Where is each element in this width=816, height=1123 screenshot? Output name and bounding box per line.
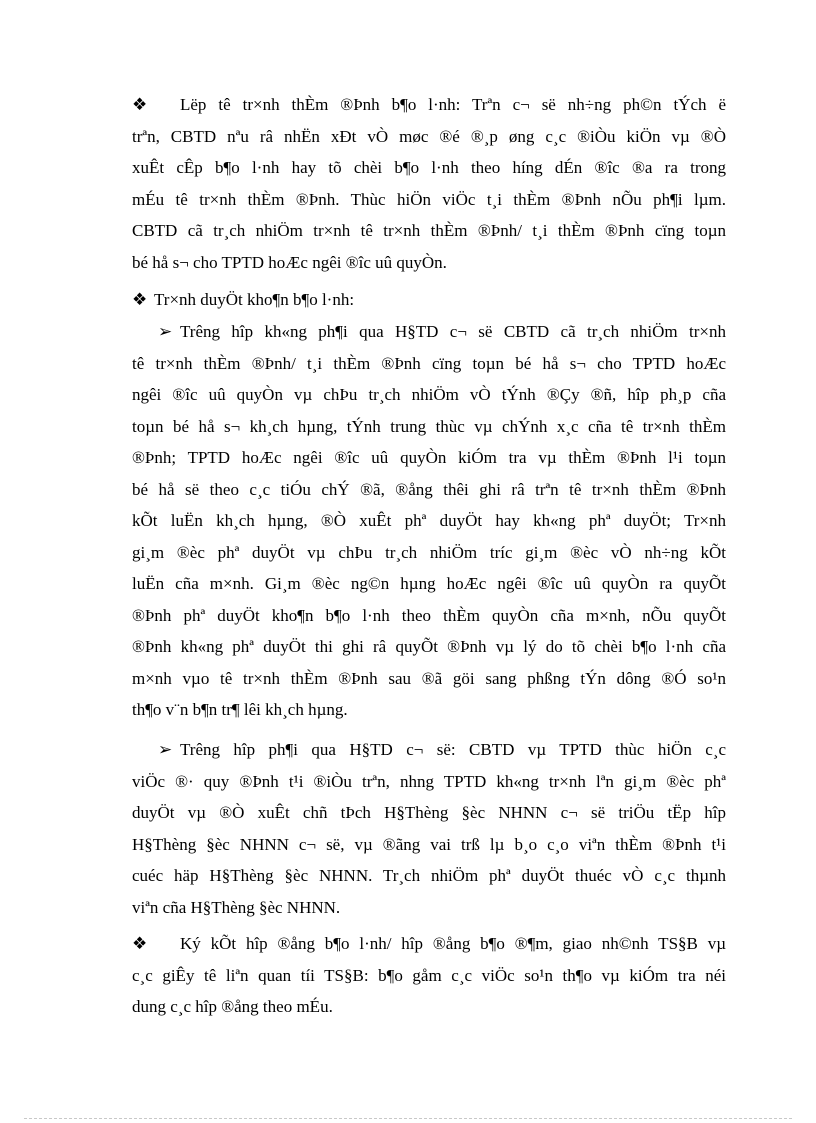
text-line: m×nh vµo tê tr×nh thÈm ®Þnh sau ®ã göi sang phßng tÝn dông ®Ó so¹n [132,668,726,688]
text-line: CBTD cã tr¸ch nhiÖm tr×nh tê tr×nh thÈm ®Þnh/ t¸i thÈm ®Þnh cïng toµn [132,221,726,240]
text-line: tê tr×nh thÈm ®Þnh/ t¸i thÈm ®Þnh cïng toµn bé hå s¬ cho TPTD hoÆc [132,353,726,373]
text-line: kÕt luËn kh¸ch hµng, ®Ò xuÊt phª duyÖt hay kh«ng phª duyÖt; Tr×nh [132,511,726,530]
arrow-bullet-icon: ➢ [158,322,173,341]
text-line: H§Thèng §èc NHNN c¬ së, vµ ®ãng vai trß lµ b¸o c¸o viªn thÈm ®Þnh t¹i [132,834,726,854]
text-line: ®Þnh; TPTD hoÆc ngêi ®îc uû quyÒn kiÓm tra vµ thÈm ®Þnh l¹i toµn [132,448,726,467]
text-line: luËn cña m×nh. Gi¸m ®èc ng©n hµng hoÆc ngêi ®îc uû quyÒn ra quyÕt [132,574,726,593]
text-line: viÖc ®· quy ®Þnh t¹i ®iÒu trªn, nhng TPTD kh«ng tr×nh lªn gi¸m ®èc phª [132,771,726,791]
text-line: c¸c giÊy tê liªn quan tíi TS§B: b¶o gåm c¸c viÖc so¹n th¶o vµ kiÓm tra néi [132,965,726,985]
arrow-bullet-icon: ➢ [158,740,173,759]
text-line: ngêi ®îc uû quyÒn vµ chÞu tr¸ch nhiÖm vÒ tÝnh ®Çy ®ñ, hîp ph¸p cña [132,385,726,404]
text-line: dung c¸c hîp ®ång theo mÉu. [132,997,333,1016]
paragraph-block [132,316,726,726]
text-line: ❖ Ký kÕt hîp ®ång b¶o l·nh/ hîp ®ång b¶o ®¶m, giao nh©nh TS§B vµ [132,928,726,960]
diamond-bullet-icon: ❖ [132,290,148,309]
text-line: ➢ Trêng hîp kh«ng ph¶i qua H§TD c¬ së CBTD cã tr¸ch nhiÖm tr×nh [132,316,726,348]
text-line: ®Þnh kh«ng phª duyÖt thi ghi râ quyÕt ®Þnh vµ lý do tõ chèi b¶o l·nh cña [132,637,726,656]
page-bottom-rule [24,1118,792,1119]
text-line: ®Þnh phª duyÖt kho¶n b¶o l·nh theo thÈm quyÒn cña m×nh, nÕu quyÕt [132,605,726,625]
text-line: duyÖt vµ ®Ò xuÊt chñ tÞch H§Thèng §èc NHNN c¬ së triÖu tËp hîp [132,803,726,822]
text-line: trªn, CBTD nªu râ nhËn xÐt vÒ møc ®é ®¸p øng c¸c ®iÒu kiÖn vµ ®Ò [132,126,726,146]
paragraph-block [132,89,726,278]
text-line: th¶o v¨n b¶n tr¶ lêi kh¸ch hµng. [132,700,348,719]
diamond-bullet-icon: ❖ [132,934,148,953]
text-line: ❖ Tr×nh duyÖt kho¶n b¶o l·nh: [132,284,726,316]
text-line: viªn cña H§Thèng §èc NHNN. [132,897,341,917]
text-line: ➢ Trêng hîp ph¶i qua H§TD c¬ së: CBTD vµ TPTD thùc hiÖn c¸c [132,734,726,766]
paragraph-block [132,734,726,923]
text-line: toµn bé hå s¬ kh¸ch hµng, tÝnh trung thùc vµ chÝnh x¸c cña tê tr×nh thÈm [132,416,726,436]
paragraph-block [132,928,726,1023]
text-line: gi¸m ®èc phª duyÖt vµ chÞu tr¸ch nhiÖm tríc gi¸m ®èc vÒ nh÷ng kÕt [132,542,726,562]
text-line: cuéc häp H§Thèng §èc NHNN. Tr¸ch nhiÖm phª duyÖt thuéc vÒ c¸c thµnh [132,866,726,885]
text-line: xuÊt cÊp b¶o l·nh hay tõ chèi b¶o l·nh theo híng dÉn ®îc ®a ra trong [132,158,726,177]
text-line: mÉu tê tr×nh thÈm ®Þnh. Thùc hiÖn viÖc t¸i thÈm ®Þnh nÕu ph¶i lµm. [132,189,726,209]
diamond-bullet-icon: ❖ [132,95,148,114]
text-line: bé hå së theo c¸c tiÓu chÝ ®ã, ®ång thêi ghi râ trªn tê tr×nh thÈm ®Þnh [132,479,726,499]
text-line: bé hå s¬ cho TPTD hoÆc ngêi ®îc uû quyÒn. [132,252,447,272]
paragraph-block [132,284,726,316]
text-line: ❖ Lëp tê tr×nh thÈm ®Þnh b¶o l·nh: Trªn c¬ së nh÷ng ph©n tÝch ë [132,89,726,121]
